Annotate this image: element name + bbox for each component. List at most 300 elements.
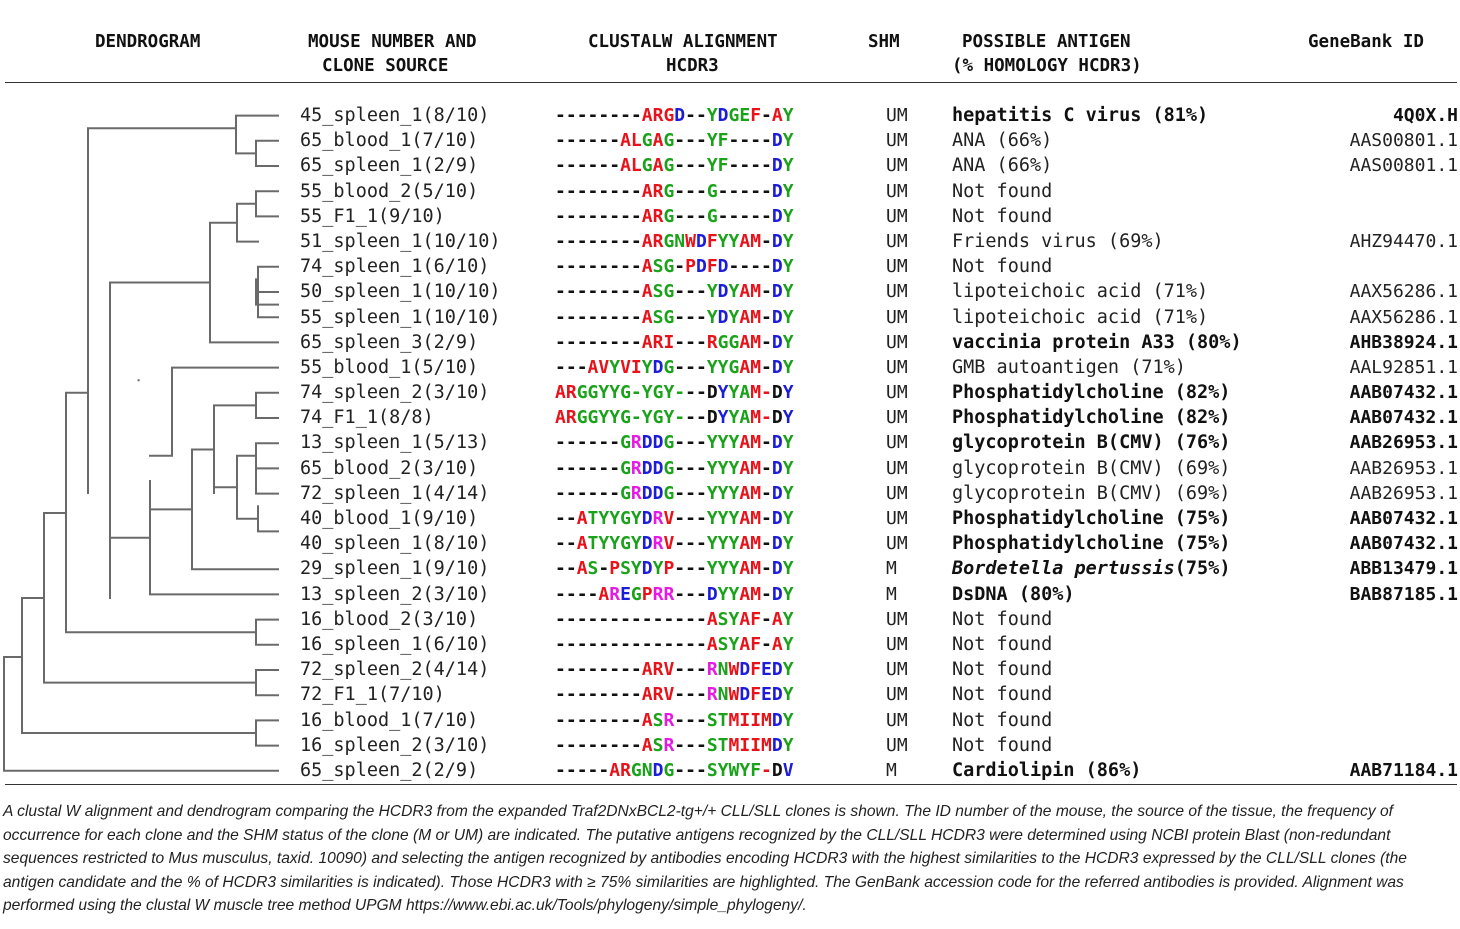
alignment-residue: R: [630, 432, 642, 454]
alignment-residue: D: [771, 734, 783, 756]
alignment-residue: Y: [782, 331, 794, 353]
genebank-id: ABB13479.1: [1349, 558, 1458, 580]
shm-status: UM: [886, 407, 908, 429]
alignment-residue: A: [641, 256, 653, 278]
alignment-residue: I: [663, 331, 675, 353]
alignment-residue: D: [771, 407, 783, 429]
alignment-residue: S: [717, 633, 729, 655]
alignment-residue: A: [555, 407, 566, 429]
genebank-id: AHB38924.1: [1349, 331, 1458, 353]
alignment-residue: -: [609, 256, 621, 278]
alignment-residue: -: [685, 331, 696, 353]
alignment-residue: -: [630, 105, 642, 126]
alignment-residue: -: [587, 155, 599, 177]
genebank-id: AAS00801.1: [1349, 155, 1458, 177]
alignment-residue: -: [674, 382, 686, 404]
alignment-residue: -: [761, 331, 772, 353]
alignment-residue: -: [565, 306, 577, 328]
alignment-residue: M: [761, 709, 772, 731]
alignment-residue: S: [652, 709, 664, 731]
alignment-residue: V: [663, 533, 675, 555]
alignment-residue: -: [587, 306, 599, 328]
alignment-residue: -: [674, 407, 686, 429]
alignment-residue: -: [761, 457, 772, 479]
alignment-residue: Y: [609, 533, 621, 555]
alignment-residue: -: [587, 256, 599, 278]
alignment-residue: -: [555, 281, 566, 303]
shm-status: UM: [886, 230, 908, 252]
alignment-residue: -: [674, 633, 686, 655]
alignment-residue: -: [576, 482, 588, 504]
alignment-residue: G: [620, 432, 631, 454]
alignment-residue: I: [750, 709, 762, 731]
alignment-residue: M: [750, 583, 762, 605]
clone-label: 55_blood_1(5/10): [300, 356, 479, 378]
alignment-residue: -: [565, 709, 577, 731]
alignment-residue: V: [663, 684, 675, 706]
alignment-residue: -: [565, 533, 577, 555]
table-row: [0, 708, 1460, 733]
alignment-residue: Y: [782, 558, 794, 580]
alignment-residue: -: [555, 180, 566, 202]
alignment-residue: A: [641, 331, 653, 353]
shm-status: UM: [886, 608, 908, 630]
hcdr3-alignment: [555, 632, 794, 657]
alignment-table: [0, 103, 1460, 783]
header-clustalw-line2: HCDR3: [666, 56, 719, 76]
alignment-residue: Y: [641, 356, 653, 378]
alignment-residue: Y: [706, 281, 718, 303]
hcdr3-alignment: [555, 305, 794, 330]
alignment-residue: -: [598, 558, 610, 580]
antigen-text: Phosphatidylcholine (82%): [952, 382, 1231, 404]
alignment-residue: S: [652, 306, 664, 328]
alignment-residue: Y: [728, 306, 740, 328]
alignment-residue: -: [587, 230, 599, 252]
alignment-residue: -: [750, 155, 762, 177]
table-row: [0, 456, 1460, 481]
hcdr3-alignment: [555, 204, 794, 229]
alignment-residue: A: [641, 709, 653, 731]
alignment-residue: N: [674, 230, 686, 252]
alignment-residue: S: [706, 734, 718, 756]
alignment-residue: -: [695, 155, 707, 177]
alignment-residue: -: [739, 130, 751, 152]
alignment-residue: V: [782, 759, 794, 781]
alignment-residue: R: [663, 734, 675, 756]
alignment-residue: D: [771, 331, 783, 353]
shm-status: UM: [886, 130, 908, 152]
alignment-residue: -: [761, 482, 772, 504]
alignment-residue: Y: [782, 356, 794, 378]
hcdr3-alignment: [555, 103, 794, 128]
alignment-residue: M: [750, 533, 762, 555]
alignment-residue: E: [739, 105, 751, 126]
hcdr3-alignment: [555, 481, 794, 506]
antigen-text: Cardiolipin (86%): [952, 759, 1142, 781]
alignment-residue: -: [695, 180, 707, 202]
alignment-residue: Y: [630, 558, 642, 580]
alignment-residue: -: [674, 130, 686, 152]
alignment-residue: F: [717, 130, 729, 152]
alignment-residue: Y: [782, 457, 794, 479]
alignment-residue: -: [598, 709, 610, 731]
alignment-residue: Y: [609, 508, 621, 529]
alignment-residue: R: [652, 508, 664, 529]
antigen-text: Phosphatidylcholine (82%): [952, 407, 1231, 429]
alignment-residue: Y: [717, 457, 729, 479]
alignment-residue: Y: [598, 508, 610, 529]
clone-label: 16_blood_2(3/10): [300, 608, 479, 630]
alignment-residue: -: [598, 230, 610, 252]
hcdr3-alignment: [555, 582, 794, 607]
alignment-residue: M: [750, 382, 762, 404]
alignment-residue: -: [761, 155, 772, 177]
alignment-residue: -: [609, 633, 621, 655]
alignment-residue: -: [555, 508, 566, 529]
table-row: [0, 254, 1460, 279]
shm-status: UM: [886, 180, 908, 202]
alignment-residue: -: [674, 508, 686, 529]
genebank-id: [1327, 657, 1458, 682]
alignment-residue: Y: [728, 482, 740, 504]
possible-antigen: [952, 128, 1052, 153]
alignment-residue: -: [587, 759, 599, 781]
alignment-residue: D: [652, 482, 664, 504]
alignment-residue: Y: [663, 407, 675, 429]
table-row: [0, 430, 1460, 455]
alignment-residue: D: [771, 230, 783, 252]
alignment-residue: -: [565, 281, 577, 303]
alignment-residue: -: [565, 356, 577, 378]
alignment-residue: -: [685, 482, 696, 504]
clone-label: 29_spleen_1(9/10): [300, 558, 490, 580]
clone-label: 50_spleen_1(10/10): [300, 281, 501, 303]
alignment-residue: -: [685, 205, 696, 227]
alignment-residue: A: [739, 482, 751, 504]
table-row: [0, 179, 1460, 204]
alignment-residue: -: [587, 633, 599, 655]
antigen-species-name: Bordetella pertussis: [952, 558, 1175, 580]
alignment-residue: Y: [782, 256, 794, 278]
alignment-residue: Y: [782, 508, 794, 529]
alignment-residue: A: [771, 608, 783, 630]
alignment-residue: Y: [706, 508, 718, 529]
hcdr3-alignment: [555, 179, 794, 204]
possible-antigen: [952, 556, 1230, 581]
alignment-residue: -: [598, 759, 610, 781]
alignment-residue: R: [652, 583, 664, 605]
alignment-residue: A: [739, 608, 751, 630]
alignment-residue: D: [706, 382, 718, 404]
alignment-residue: -: [674, 205, 686, 227]
alignment-residue: -: [685, 583, 696, 605]
alignment-residue: Y: [717, 583, 729, 605]
hcdr3-alignment: [555, 506, 794, 531]
alignment-residue: A: [576, 533, 588, 555]
possible-antigen: [952, 506, 1230, 531]
alignment-residue: D: [771, 281, 783, 303]
alignment-residue: -: [695, 633, 707, 655]
alignment-residue: F: [750, 759, 762, 781]
alignment-residue: G: [663, 482, 675, 504]
clone-label: 74_spleen_2(3/10): [300, 382, 490, 404]
alignment-residue: -: [565, 432, 577, 454]
clone-label: 55_F1_1(9/10): [300, 205, 445, 227]
alignment-residue: -: [761, 508, 772, 529]
alignment-residue: -: [576, 659, 588, 681]
alignment-residue: -: [695, 659, 707, 681]
alignment-residue: -: [630, 180, 642, 202]
alignment-residue: R: [630, 457, 642, 479]
alignment-residue: -: [728, 155, 740, 177]
alignment-residue: A: [620, 130, 631, 152]
alignment-residue: -: [565, 633, 577, 655]
alignment-residue: -: [555, 684, 566, 706]
alignment-residue: A: [652, 130, 664, 152]
alignment-residue: Y: [663, 382, 675, 404]
alignment-residue: Y: [728, 281, 740, 303]
possible-antigen: [952, 153, 1052, 178]
alignment-residue: G: [620, 457, 631, 479]
alignment-residue: D: [771, 482, 783, 504]
alignment-residue: G: [728, 356, 740, 378]
alignment-residue: Y: [717, 382, 729, 404]
alignment-residue: -: [674, 457, 686, 479]
genebank-id: [1327, 607, 1458, 632]
alignment-residue: Y: [609, 407, 621, 429]
header-genebank-id: GeneBank ID: [1308, 32, 1424, 52]
alignment-residue: -: [695, 105, 707, 126]
alignment-residue: Y: [728, 432, 740, 454]
alignment-residue: Y: [782, 533, 794, 555]
genebank-id: AAL92851.1: [1349, 356, 1458, 378]
genebank-id: [1327, 254, 1458, 279]
alignment-residue: -: [587, 684, 599, 706]
genebank-id: AAB26953.1: [1349, 482, 1458, 504]
possible-antigen: [952, 708, 1052, 733]
alignment-residue: -: [555, 130, 566, 152]
possible-antigen: [952, 682, 1052, 707]
clone-label: 72_spleen_2(4/14): [300, 659, 490, 681]
alignment-residue: D: [771, 180, 783, 202]
genebank-id: AAB26953.1: [1349, 457, 1458, 479]
clone-label: 51_spleen_1(10/10): [300, 230, 501, 252]
table-row: [0, 355, 1460, 380]
alignment-residue: F: [706, 230, 718, 252]
alignment-residue: A: [739, 457, 751, 479]
alignment-residue: D: [771, 130, 783, 152]
alignment-residue: -: [739, 256, 751, 278]
alignment-residue: -: [555, 105, 566, 126]
alignment-residue: -: [630, 281, 642, 303]
alignment-residue: -: [685, 356, 696, 378]
hcdr3-alignment: [555, 607, 794, 632]
alignment-residue: -: [761, 356, 772, 378]
alignment-residue: R: [652, 230, 664, 252]
alignment-residue: -: [576, 709, 588, 731]
alignment-residue: Y: [728, 583, 740, 605]
alignment-residue: -: [620, 230, 631, 252]
alignment-residue: -: [761, 583, 772, 605]
alignment-residue: R: [663, 583, 675, 605]
alignment-residue: Y: [706, 533, 718, 555]
alignment-residue: P: [663, 558, 675, 580]
table-row: [0, 305, 1460, 330]
alignment-residue: -: [609, 734, 621, 756]
alignment-residue: F: [750, 684, 762, 706]
alignment-residue: G: [663, 205, 675, 227]
header-antigen-line1: POSSIBLE ANTIGEN: [962, 32, 1131, 52]
alignment-residue: D: [771, 382, 783, 404]
alignment-residue: -: [695, 432, 707, 454]
alignment-residue: -: [630, 382, 642, 404]
alignment-residue: -: [728, 180, 740, 202]
hcdr3-alignment: [555, 456, 794, 481]
alignment-residue: Y: [652, 558, 664, 580]
alignment-residue: -: [695, 482, 707, 504]
alignment-residue: -: [609, 306, 621, 328]
clone-label: 13_spleen_1(5/13): [300, 432, 490, 454]
alignment-residue: G: [630, 583, 642, 605]
alignment-residue: R: [663, 709, 675, 731]
alignment-residue: -: [695, 281, 707, 303]
alignment-residue: I: [739, 734, 751, 756]
alignment-residue: -: [674, 155, 686, 177]
alignment-residue: A: [739, 533, 751, 555]
alignment-residue: D: [771, 533, 783, 555]
alignment-residue: -: [685, 432, 696, 454]
alignment-residue: S: [620, 558, 631, 580]
table-bottom-rule: [5, 784, 1457, 785]
alignment-residue: Y: [728, 558, 740, 580]
alignment-residue: G: [663, 180, 675, 202]
alignment-residue: E: [761, 684, 772, 706]
alignment-residue: A: [739, 558, 751, 580]
alignment-residue: D: [641, 457, 653, 479]
alignment-residue: -: [761, 205, 772, 227]
header-dendrogram: DENDROGRAM: [95, 32, 201, 52]
alignment-residue: I: [750, 734, 762, 756]
alignment-residue: -: [609, 230, 621, 252]
alignment-residue: -: [576, 608, 588, 630]
alignment-residue: -: [685, 633, 696, 655]
alignment-residue: -: [674, 432, 686, 454]
alignment-residue: -: [695, 407, 707, 429]
possible-antigen: [952, 582, 1075, 607]
alignment-residue: -: [598, 633, 610, 655]
antigen-text: Not found: [952, 205, 1053, 227]
alignment-residue: -: [630, 633, 642, 655]
alignment-residue: -: [685, 608, 696, 630]
shm-status: UM: [886, 382, 908, 404]
alignment-residue: -: [555, 633, 566, 655]
alignment-residue: D: [652, 457, 664, 479]
table-row: [0, 582, 1460, 607]
alignment-residue: -: [761, 382, 772, 404]
hcdr3-alignment: [555, 708, 794, 733]
alignment-residue: -: [652, 633, 664, 655]
alignment-residue: -: [587, 130, 599, 152]
clone-label: 16_spleen_2(3/10): [300, 734, 490, 756]
alignment-residue: -: [685, 508, 696, 529]
alignment-residue: -: [728, 130, 740, 152]
alignment-residue: -: [695, 508, 707, 529]
alignment-residue: G: [663, 356, 675, 378]
alignment-residue: -: [587, 659, 599, 681]
alignment-residue: D: [771, 709, 783, 731]
table-row: [0, 657, 1460, 682]
alignment-residue: -: [555, 256, 566, 278]
alignment-residue: -: [761, 533, 772, 555]
alignment-residue: R: [706, 331, 718, 353]
shm-status: UM: [886, 281, 908, 303]
antigen-text: Not found: [952, 709, 1053, 731]
alignment-residue: -: [717, 205, 729, 227]
genebank-id: AAB07432.1: [1349, 533, 1458, 555]
alignment-residue: -: [587, 432, 599, 454]
header-shm: SHM: [868, 32, 900, 52]
hcdr3-alignment: [555, 355, 794, 380]
genebank-id: [1327, 632, 1458, 657]
alignment-residue: R: [652, 331, 664, 353]
antigen-text: Not found: [952, 684, 1053, 706]
alignment-residue: -: [598, 331, 610, 353]
alignment-residue: -: [620, 180, 631, 202]
alignment-residue: -: [685, 130, 696, 152]
alignment-residue: -: [761, 306, 772, 328]
table-row: [0, 733, 1460, 758]
alignment-residue: -: [555, 608, 566, 630]
alignment-residue: A: [641, 281, 653, 303]
alignment-residue: Y: [641, 382, 653, 404]
shm-status: UM: [886, 709, 908, 731]
antigen-text: Not found: [952, 633, 1053, 655]
possible-antigen: [952, 204, 1052, 229]
alignment-residue: -: [695, 558, 707, 580]
alignment-residue: -: [620, 256, 631, 278]
alignment-residue: -: [761, 230, 772, 252]
alignment-residue: Y: [706, 356, 718, 378]
alignment-residue: Y: [782, 659, 794, 681]
alignment-residue: -: [695, 709, 707, 731]
alignment-residue: -: [565, 608, 577, 630]
header-antigen-line2: (% HOMOLOGY HCDR3): [952, 56, 1142, 76]
alignment-residue: Y: [782, 180, 794, 202]
header-mouse-number-line1: MOUSE NUMBER AND: [308, 32, 477, 52]
alignment-residue: D: [771, 583, 783, 605]
alignment-residue: -: [609, 432, 621, 454]
alignment-residue: S: [652, 256, 664, 278]
alignment-residue: -: [587, 180, 599, 202]
alignment-residue: Y: [717, 230, 729, 252]
alignment-residue: -: [620, 734, 631, 756]
alignment-residue: -: [565, 583, 577, 605]
alignment-residue: F: [750, 633, 762, 655]
hcdr3-alignment: [555, 279, 794, 304]
alignment-residue: -: [663, 633, 675, 655]
alignment-residue: T: [717, 734, 729, 756]
alignment-residue: -: [685, 709, 696, 731]
alignment-residue: A: [641, 205, 653, 227]
alignment-residue: -: [609, 281, 621, 303]
alignment-residue: Y: [728, 508, 740, 529]
alignment-residue: F: [717, 155, 729, 177]
alignment-residue: -: [630, 608, 642, 630]
alignment-residue: -: [674, 558, 686, 580]
table-row: [0, 153, 1460, 178]
table-row: [0, 229, 1460, 254]
